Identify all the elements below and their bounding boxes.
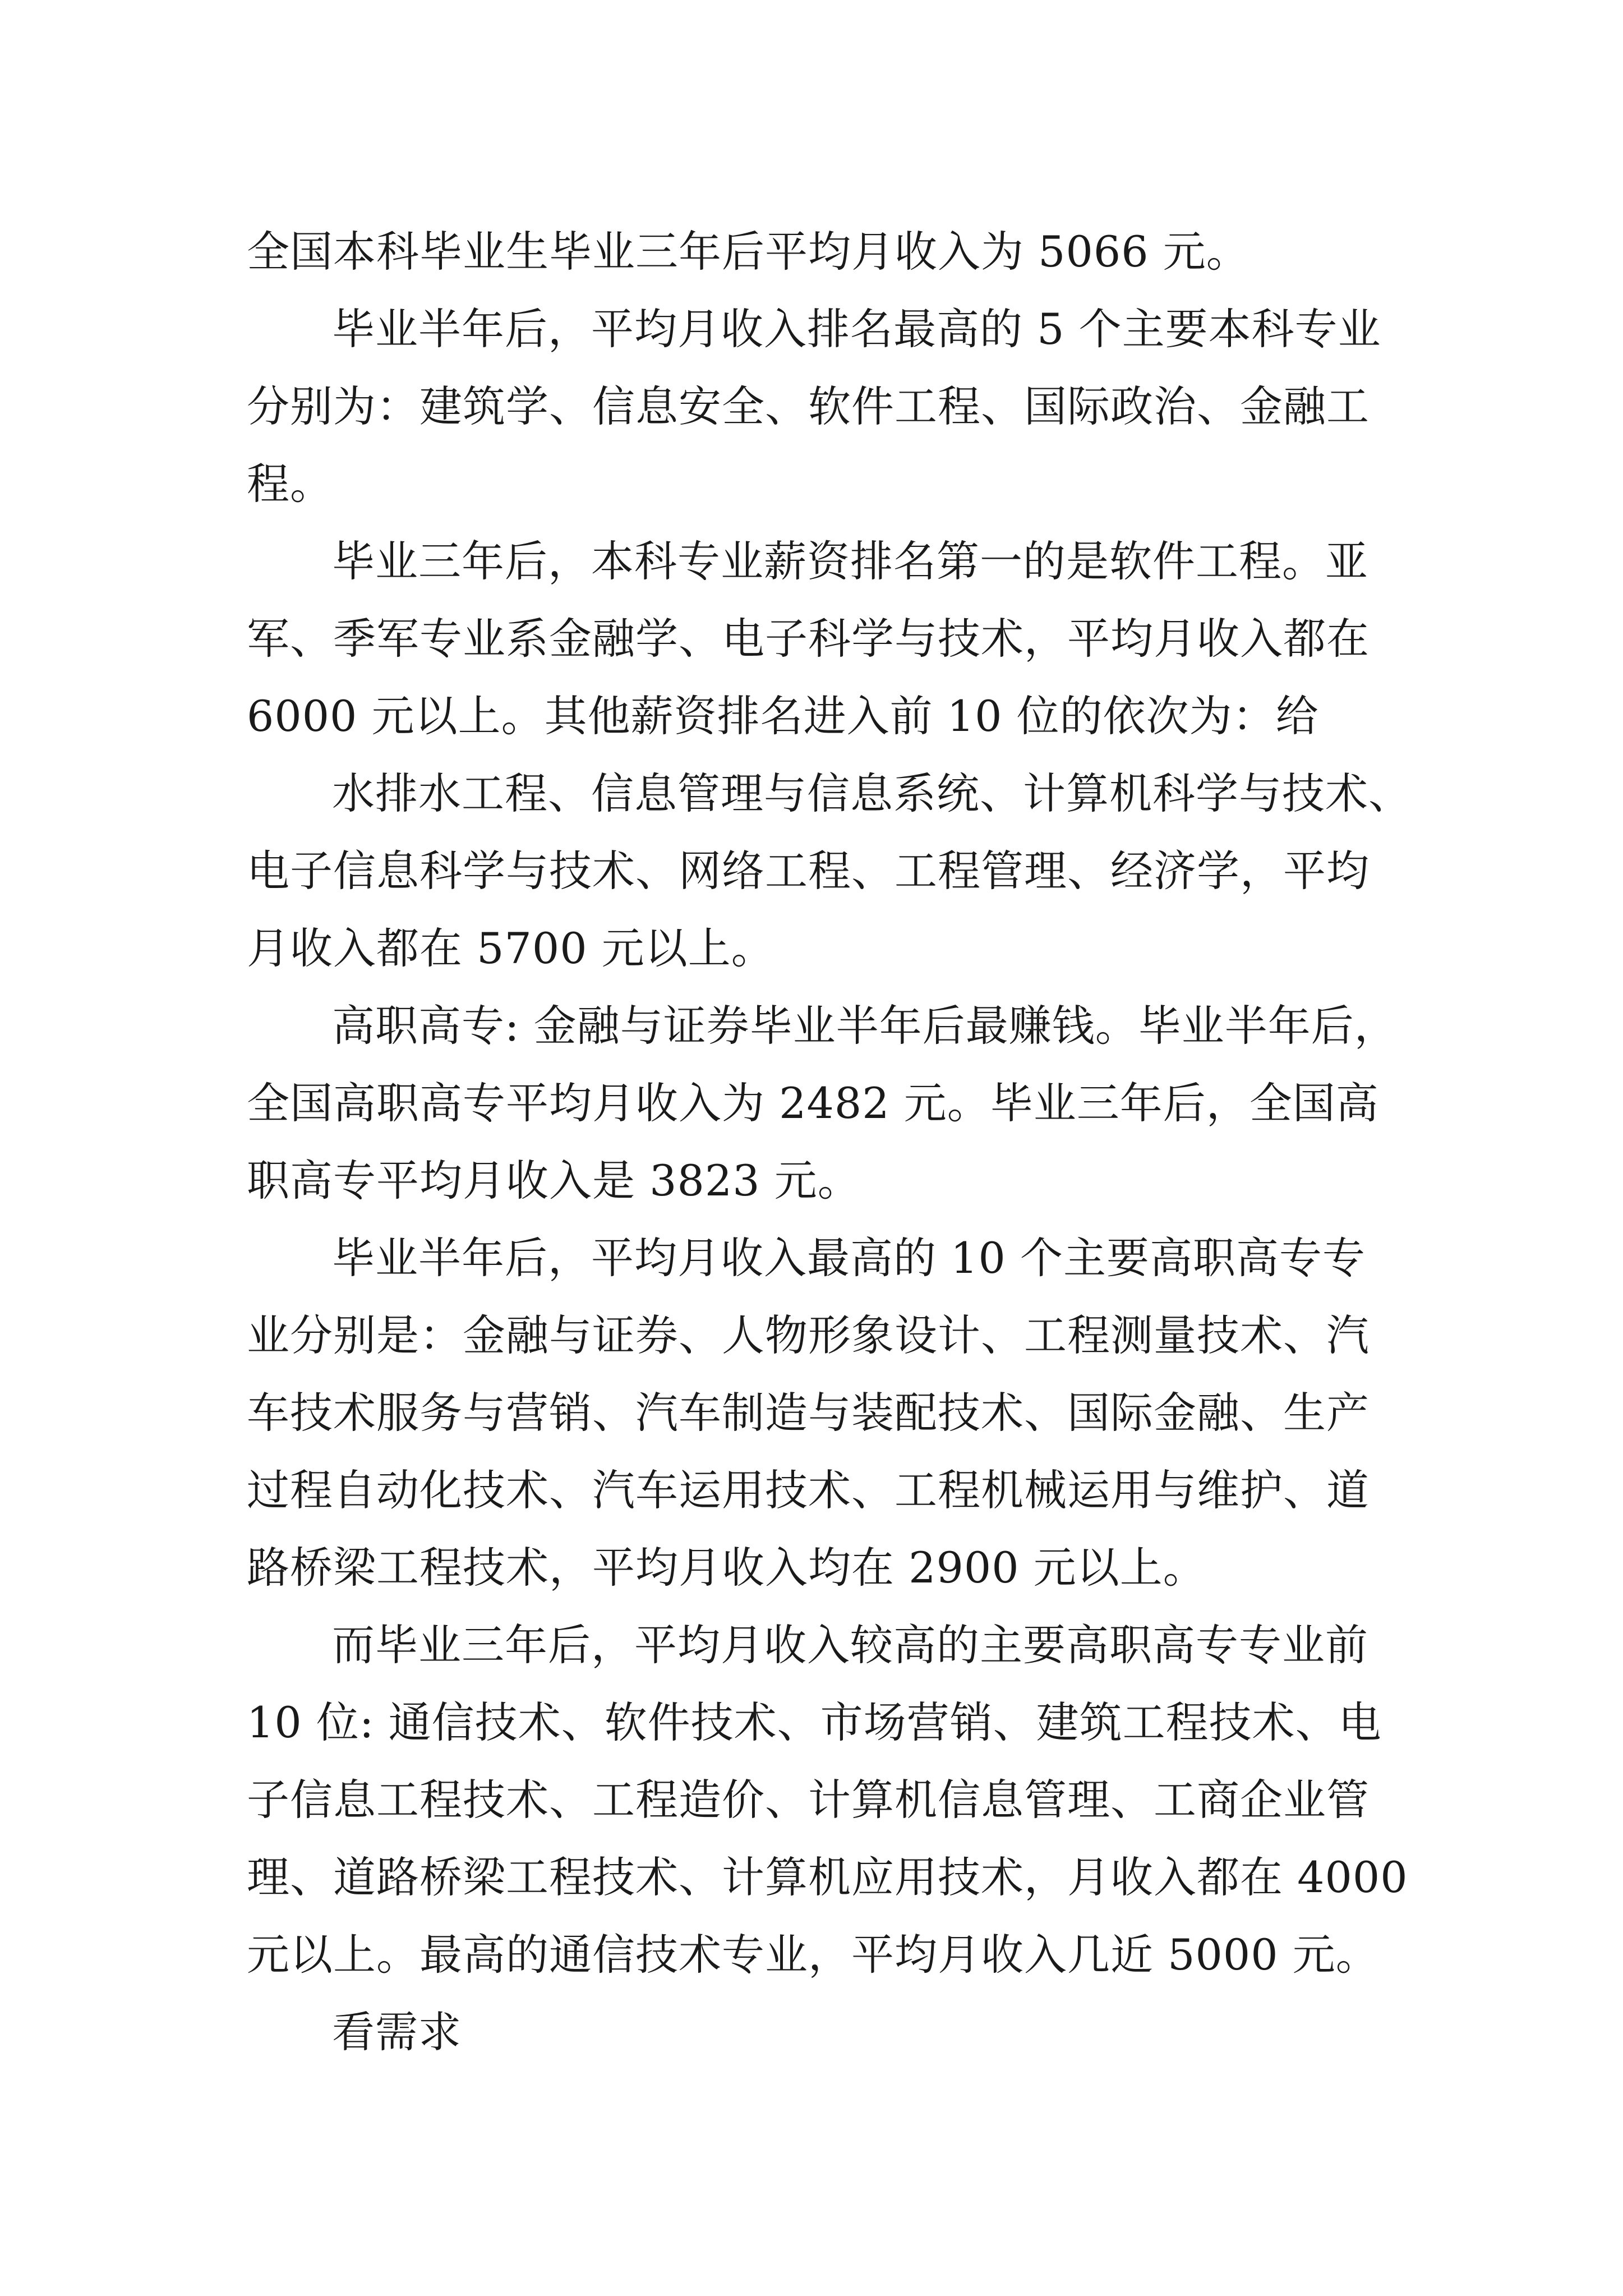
paragraph bbox=[247, 987, 1398, 1220]
text-line: 毕业半年后，平均月收入最高的 10 个主要高职高专专 bbox=[332, 1233, 1366, 1283]
text-line: 车技术服务与营销、汽车制造与装配技术、国际金融、生产 bbox=[247, 1388, 1370, 1438]
text-line: 电子信息科学与技术、网络工程、工程管理、经济学，平均 bbox=[247, 846, 1370, 896]
text-line: 理、道路桥梁工程技术、计算机应用技术，月收入都在 4000 bbox=[247, 1852, 1408, 1902]
paragraph bbox=[247, 755, 1412, 987]
paragraph bbox=[247, 291, 1391, 523]
paragraph bbox=[247, 1220, 1391, 1607]
text-line: 看需求 bbox=[332, 2007, 462, 2057]
document-body bbox=[247, 213, 1412, 2071]
text-line: 毕业半年后，平均月收入排名最高的 5 个主要本科专业 bbox=[332, 304, 1381, 354]
text-line: 全国本科毕业生毕业三年后平均月收入为 5066 元。 bbox=[247, 227, 1249, 277]
text-line: 水排水工程、信息管理与信息系统、计算机科学与技术、 bbox=[332, 769, 1412, 818]
text-line: 分别为：建筑学、信息安全、软件工程、国际政治、金融工 bbox=[247, 381, 1370, 431]
paragraph bbox=[247, 1607, 1408, 1994]
text-line: 月收入都在 5700 元以上。 bbox=[247, 923, 774, 973]
text-line: 6000 元以上。其他薪资排名进入前 10 位的依次为：给 bbox=[247, 691, 1319, 741]
text-line: 10 位: 通信技术、软件技术、市场营销、建筑工程技术、电 bbox=[247, 1697, 1382, 1747]
paragraph bbox=[247, 523, 1391, 755]
text-line: 元以上。最高的通信技术专业，平均月收入几近 5000 元。 bbox=[247, 1930, 1379, 1980]
text-line: 高职高专: 金融与证券毕业半年后最赚钱。毕业半年后， bbox=[332, 1001, 1398, 1051]
text-line: 职高专平均月收入是 3823 元。 bbox=[247, 1156, 861, 1205]
text-line: 过程自动化技术、汽车运用技术、工程机械运用与维护、道 bbox=[247, 1465, 1370, 1515]
text-line: 全国高职高专平均月收入为 2482 元。毕业三年后，全国高 bbox=[247, 1078, 1379, 1128]
paragraph bbox=[247, 1994, 1391, 2071]
paragraph bbox=[247, 213, 1391, 291]
text-line: 子信息工程技术、工程造价、计算机信息管理、工商企业管 bbox=[247, 1775, 1370, 1825]
text-line: 而毕业三年后，平均月收入较高的主要高职高专专业前 bbox=[332, 1620, 1368, 1670]
text-line: 毕业三年后，本科专业薪资排名第一的是软件工程。亚 bbox=[332, 536, 1368, 586]
text-line: 程。 bbox=[247, 459, 333, 509]
text-line: 军、季军专业系金融学、电子科学与技术，平均月收入都在 bbox=[247, 614, 1370, 664]
text-line: 业分别是：金融与证券、人物形象设计、工程测量技术、汽 bbox=[247, 1310, 1370, 1360]
text-line: 路桥梁工程技术，平均月收入均在 2900 元以上。 bbox=[247, 1543, 1206, 1593]
